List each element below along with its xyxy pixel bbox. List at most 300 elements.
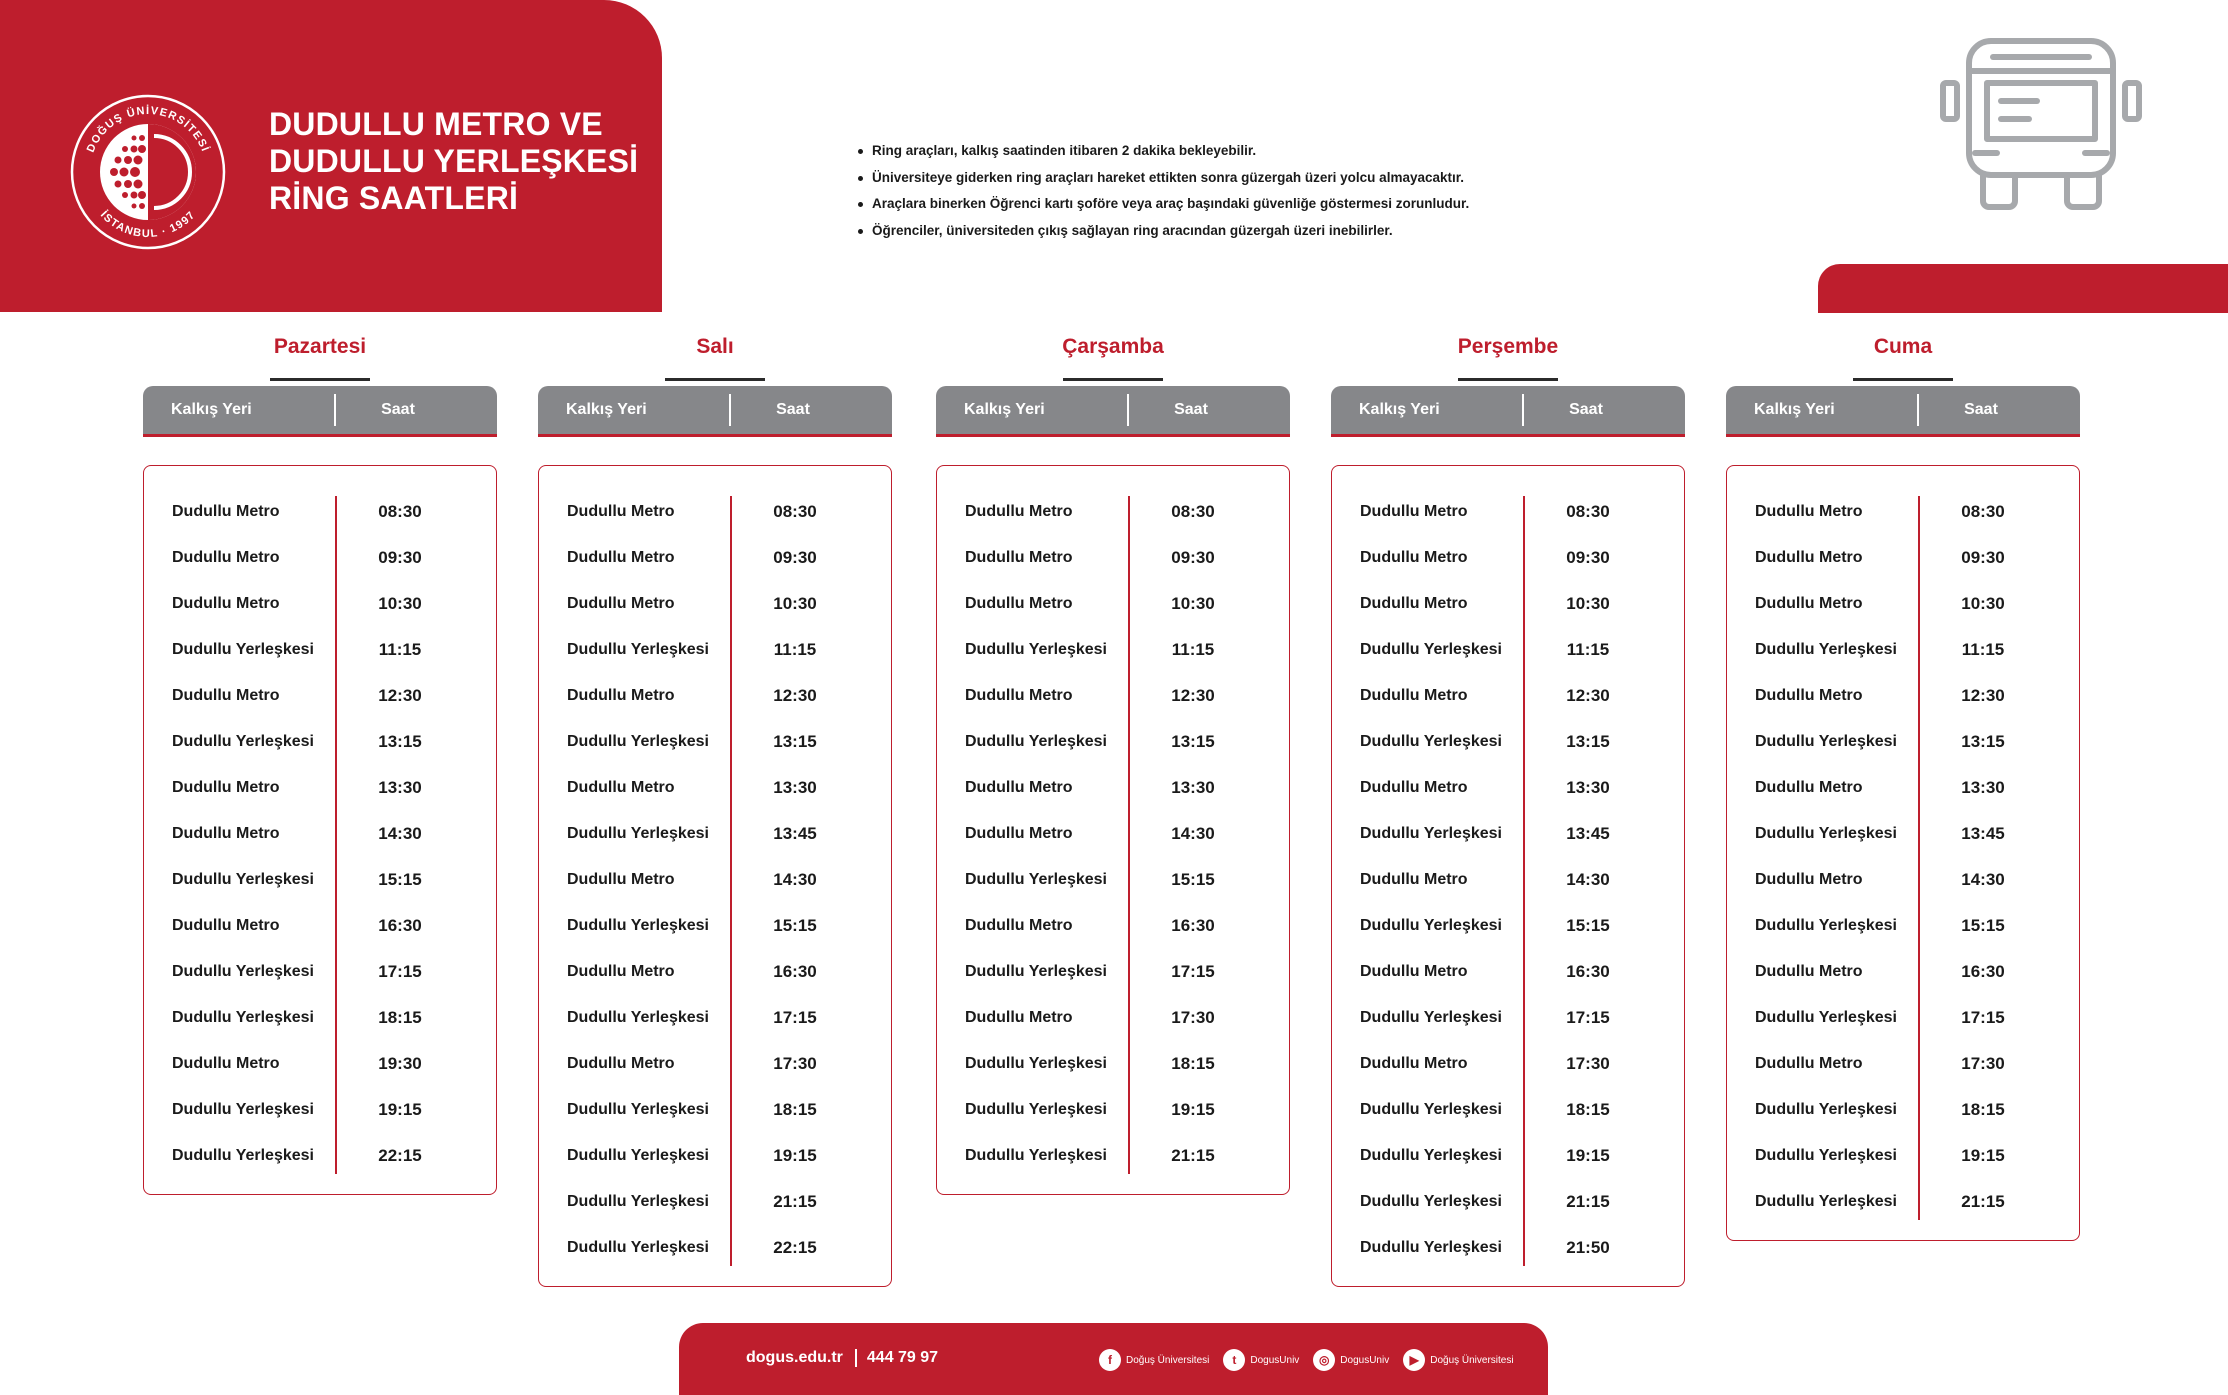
departure-place: Dudullu Yerleşkesi (567, 641, 709, 658)
departure-time: 18:15 (1961, 1100, 2005, 1119)
departure-time: 19:15 (773, 1146, 817, 1165)
departure-place: Dudullu Yerleşkesi (1360, 1009, 1502, 1026)
departure-time: 13:30 (1566, 778, 1610, 797)
table-row (1727, 995, 2079, 1041)
departure-time: 13:30 (773, 778, 817, 797)
table-row (144, 673, 496, 719)
table-row (1332, 581, 1684, 627)
table-row (1727, 949, 2079, 995)
title-line-2: DUDULLU YERLEŞKESİ (269, 143, 639, 179)
table-row (1727, 489, 2079, 535)
day-title: Cuma (1873, 335, 1933, 358)
departure-time: 19:30 (378, 1054, 422, 1073)
departure-time: 21:15 (1171, 1146, 1215, 1165)
table-row (937, 489, 1289, 535)
table-row (144, 765, 496, 811)
column-divider (1128, 496, 1130, 1174)
departure-place: Dudullu Yerleşkesi (567, 1101, 709, 1118)
title-line-3: RİNG SAATLERİ (269, 180, 519, 216)
departure-time: 13:15 (1566, 732, 1610, 751)
table-header (143, 386, 497, 437)
departure-time: 18:15 (773, 1100, 817, 1119)
departure-time: 15:15 (1961, 916, 2005, 935)
departure-place: Dudullu Yerleşkesi (1755, 1147, 1897, 1164)
header-time: Saat (381, 401, 415, 418)
table-row (539, 535, 891, 581)
table-row (144, 995, 496, 1041)
departure-place: Dudullu Yerleşkesi (1755, 1009, 1897, 1026)
table-row (937, 535, 1289, 581)
departure-time: 17:30 (1171, 1008, 1215, 1027)
departure-time: 09:30 (1171, 548, 1215, 567)
departure-place: Dudullu Yerleşkesi (172, 1147, 314, 1164)
table-row (539, 857, 891, 903)
table-row (144, 857, 496, 903)
day-column (143, 330, 497, 1195)
day-title: Perşembe (1457, 335, 1559, 358)
departure-place: Dudullu Yerleşkesi (567, 1009, 709, 1026)
departure-place: Dudullu Metro (965, 1009, 1073, 1026)
departure-place: Dudullu Yerleşkesi (172, 733, 314, 750)
departure-place: Dudullu Yerleşkesi (965, 1147, 1107, 1164)
departure-time: 13:15 (1961, 732, 2005, 751)
table-row (1332, 765, 1684, 811)
departure-place: Dudullu Metro (1755, 779, 1863, 796)
table-row (144, 811, 496, 857)
departure-place: Dudullu Metro (1360, 963, 1468, 980)
departure-time: 17:30 (1961, 1054, 2005, 1073)
note-item: Ring araçları, kalkış saatinden itibaren 2 dakika bekleyebilir. (858, 138, 1469, 165)
departure-time: 13:30 (1171, 778, 1215, 797)
table-row (144, 627, 496, 673)
departure-time: 15:15 (1566, 916, 1610, 935)
departure-time: 08:30 (773, 502, 817, 521)
departure-place: Dudullu Metro (172, 503, 280, 520)
table-row (937, 995, 1289, 1041)
facebook-link[interactable] (1099, 1349, 1209, 1371)
departure-time: 14:30 (378, 824, 422, 843)
table-row (937, 581, 1289, 627)
departure-place: Dudullu Yerleşkesi (172, 963, 314, 980)
table-row (539, 581, 891, 627)
departure-time: 15:15 (773, 916, 817, 935)
table-row (539, 1087, 891, 1133)
departure-time: 12:30 (1961, 686, 2005, 705)
table-row (539, 1133, 891, 1179)
table-row (937, 765, 1289, 811)
table-header (936, 386, 1290, 437)
header-from: Kalkış Yeri (964, 401, 1045, 418)
table-row (1332, 1179, 1684, 1225)
instagram-icon: ◎ (1313, 1349, 1335, 1371)
departure-time: 17:15 (773, 1008, 817, 1027)
table-row (539, 903, 891, 949)
table-row (144, 903, 496, 949)
departure-time: 13:45 (1961, 824, 2005, 843)
decorative-bar (1818, 264, 2228, 313)
table-row (144, 1087, 496, 1133)
departure-time: 19:15 (1566, 1146, 1610, 1165)
departure-place: Dudullu Yerleşkesi (1360, 1239, 1502, 1256)
instagram-label: DogusUniv (1340, 1354, 1390, 1366)
departure-time: 22:15 (773, 1238, 817, 1257)
table-row (1727, 1179, 2079, 1225)
twitter-label: DogusUniv (1250, 1354, 1300, 1366)
departure-time: 18:15 (378, 1008, 422, 1027)
departure-place: Dudullu Yerleşkesi (1360, 1101, 1502, 1118)
departure-time: 13:15 (1171, 732, 1215, 751)
header-banner (0, 0, 662, 312)
table-row (144, 1041, 496, 1087)
departure-place: Dudullu Metro (965, 825, 1073, 842)
departure-time: 16:30 (1961, 962, 2005, 981)
departure-time: 12:30 (1566, 686, 1610, 705)
departure-place: Dudullu Metro (172, 779, 280, 796)
phone-number[interactable]: 444 79 97 (866, 1349, 939, 1367)
departure-place: Dudullu Metro (1755, 1055, 1863, 1072)
departure-place: Dudullu Yerleşkesi (1360, 733, 1502, 750)
column-divider (1523, 496, 1525, 1266)
departure-place: Dudullu Metro (1360, 595, 1468, 612)
youtube-label: Doğuş Üniversitesi (1430, 1354, 1514, 1366)
departure-place: Dudullu Yerleşkesi (1360, 917, 1502, 934)
header-from: Kalkış Yeri (1359, 401, 1440, 418)
table-row (937, 1133, 1289, 1179)
departure-place: Dudullu Metro (172, 687, 280, 704)
departure-place: Dudullu Metro (567, 687, 675, 704)
column-divider (730, 496, 732, 1266)
header-time: Saat (776, 401, 810, 418)
table-row (937, 811, 1289, 857)
departure-place: Dudullu Metro (567, 779, 675, 796)
departure-place: Dudullu Metro (567, 595, 675, 612)
departure-time: 14:30 (773, 870, 817, 889)
table-row (1727, 581, 2079, 627)
title-line-1: DUDULLU METRO VE (269, 106, 603, 142)
footer-bar (679, 1323, 1548, 1395)
departure-time: 14:30 (1961, 870, 2005, 889)
table-body (143, 465, 497, 1195)
table-row (144, 1133, 496, 1179)
table-row (1332, 1041, 1684, 1087)
departure-place: Dudullu Metro (965, 779, 1073, 796)
departure-place: Dudullu Yerleşkesi (965, 871, 1107, 888)
info-notes (858, 138, 1469, 244)
table-row (539, 949, 891, 995)
departure-place: Dudullu Yerleşkesi (172, 1009, 314, 1026)
table-row (539, 719, 891, 765)
departure-time: 12:30 (773, 686, 817, 705)
departure-place: Dudullu Metro (567, 549, 675, 566)
departure-time: 17:30 (773, 1054, 817, 1073)
departure-time: 17:15 (1566, 1008, 1610, 1027)
table-row (1727, 857, 2079, 903)
table-row (1332, 627, 1684, 673)
departure-place: Dudullu Yerleşkesi (567, 733, 709, 750)
table-row (1332, 535, 1684, 581)
departure-place: Dudullu Metro (965, 503, 1073, 520)
table-row (1727, 1133, 2079, 1179)
departure-time: 13:15 (378, 732, 422, 751)
departure-time: 08:30 (1961, 502, 2005, 521)
departure-time: 14:30 (1171, 824, 1215, 843)
table-row (1727, 627, 2079, 673)
departure-place: Dudullu Yerleşkesi (567, 825, 709, 842)
departure-time: 17:15 (1171, 962, 1215, 981)
table-body (1726, 465, 2080, 1241)
table-row (937, 1087, 1289, 1133)
day-column (936, 330, 1290, 1195)
departure-time: 13:30 (378, 778, 422, 797)
departure-place: Dudullu Yerleşkesi (567, 917, 709, 934)
departure-place: Dudullu Metro (965, 595, 1073, 612)
departure-place: Dudullu Metro (1360, 503, 1468, 520)
departure-place: Dudullu Metro (1360, 549, 1468, 566)
table-row (539, 627, 891, 673)
departure-place: Dudullu Metro (1755, 871, 1863, 888)
table-body (936, 465, 1290, 1195)
university-logo (70, 94, 226, 250)
departure-place: Dudullu Metro (1360, 687, 1468, 704)
departure-place: Dudullu Yerleşkesi (1360, 641, 1502, 658)
departure-time: 10:30 (1566, 594, 1610, 613)
note-item: Öğrenciler, üniversiteden çıkış sağlayan ring aracından güzergah üzeri inebilirler. (858, 218, 1469, 245)
table-row (1332, 903, 1684, 949)
header-time: Saat (1174, 401, 1208, 418)
departure-time: 10:30 (773, 594, 817, 613)
departure-place: Dudullu Metro (172, 549, 280, 566)
departure-time: 13:15 (773, 732, 817, 751)
departure-place: Dudullu Metro (1360, 779, 1468, 796)
departure-place: Dudullu Metro (172, 1055, 280, 1072)
departure-time: 11:15 (773, 640, 817, 659)
departure-time: 21:15 (1566, 1192, 1610, 1211)
table-row (539, 489, 891, 535)
departure-time: 16:30 (773, 962, 817, 981)
table-row (1727, 811, 2079, 857)
departure-place: Dudullu Yerleşkesi (1755, 917, 1897, 934)
departure-place: Dudullu Yerleşkesi (965, 641, 1107, 658)
departure-place: Dudullu Yerleşkesi (1755, 733, 1897, 750)
youtube-link[interactable] (1403, 1349, 1513, 1371)
table-row (144, 489, 496, 535)
departure-time: 17:30 (1566, 1054, 1610, 1073)
departure-place: Dudullu Yerleşkesi (1360, 1147, 1502, 1164)
table-header (538, 386, 892, 437)
header-from: Kalkış Yeri (566, 401, 647, 418)
table-row (1727, 765, 2079, 811)
table-row (1727, 903, 2079, 949)
departure-time: 12:30 (1171, 686, 1215, 705)
departure-time: 09:30 (1566, 548, 1610, 567)
table-row (539, 811, 891, 857)
departure-time: 16:30 (1566, 962, 1610, 981)
departure-time: 11:15 (1566, 640, 1610, 659)
table-row (144, 719, 496, 765)
table-row (1727, 1041, 2079, 1087)
day-title: Pazartesi (273, 335, 367, 358)
table-row (1332, 949, 1684, 995)
departure-place: Dudullu Yerleşkesi (1755, 825, 1897, 842)
departure-time: 09:30 (1961, 548, 2005, 567)
table-row (144, 949, 496, 995)
table-header (1331, 386, 1685, 437)
table-row (1727, 535, 2079, 581)
departure-time: 08:30 (378, 502, 422, 521)
departure-place: Dudullu Metro (1755, 595, 1863, 612)
youtube-icon: ▶ (1403, 1349, 1425, 1371)
table-row (937, 1041, 1289, 1087)
departure-place: Dudullu Yerleşkesi (172, 1101, 314, 1118)
departure-place: Dudullu Metro (567, 871, 675, 888)
facebook-icon: f (1099, 1349, 1121, 1371)
table-row (1332, 995, 1684, 1041)
table-row (539, 1225, 891, 1271)
departure-place: Dudullu Yerleşkesi (567, 1239, 709, 1256)
departure-place: Dudullu Metro (1360, 871, 1468, 888)
column-divider (335, 496, 337, 1174)
day-underline (270, 378, 370, 381)
table-row (1727, 673, 2079, 719)
departure-time: 09:30 (773, 548, 817, 567)
departure-time: 11:15 (378, 640, 422, 659)
departure-time: 17:15 (378, 962, 422, 981)
table-row (937, 627, 1289, 673)
departure-place: Dudullu Yerleşkesi (1755, 1101, 1897, 1118)
departure-time: 19:15 (1171, 1100, 1215, 1119)
table-row (1332, 1225, 1684, 1271)
departure-time: 10:30 (1961, 594, 2005, 613)
table-row (1332, 489, 1684, 535)
departure-time: 21:50 (1566, 1238, 1610, 1257)
day-underline (665, 378, 765, 381)
header-from: Kalkış Yeri (171, 401, 252, 418)
table-body (538, 465, 892, 1287)
table-row (937, 903, 1289, 949)
header-from: Kalkış Yeri (1754, 401, 1835, 418)
departure-place: Dudullu Yerleşkesi (172, 641, 314, 658)
table-row (1332, 1087, 1684, 1133)
note-item: Araçlara binerken Öğrenci kartı şoföre veya araç başındaki güvenliğe göstermesi zorunludur. (858, 191, 1469, 218)
departure-time: 15:15 (378, 870, 422, 889)
header-time: Saat (1964, 401, 1998, 418)
table-row (1332, 1133, 1684, 1179)
day-column (1331, 330, 1685, 1287)
departure-time: 19:15 (1961, 1146, 2005, 1165)
table-row (1727, 719, 2079, 765)
column-divider (1918, 496, 1920, 1220)
bus-icon (1937, 37, 2145, 217)
departure-time: 10:30 (378, 594, 422, 613)
departure-time: 14:30 (1566, 870, 1610, 889)
day-title: Salı (696, 335, 734, 358)
departure-time: 11:15 (1961, 640, 2005, 659)
departure-place: Dudullu Yerleşkesi (567, 1193, 709, 1210)
departure-place: Dudullu Metro (1755, 503, 1863, 520)
departure-place: Dudullu Metro (172, 917, 280, 934)
table-row (1727, 1087, 2079, 1133)
departure-time: 21:15 (773, 1192, 817, 1211)
departure-place: Dudullu Metro (965, 549, 1073, 566)
twitter-link[interactable] (1223, 1349, 1299, 1371)
departure-place: Dudullu Metro (1755, 963, 1863, 980)
departure-time: 13:45 (1566, 824, 1610, 843)
departure-place: Dudullu Yerleşkesi (1755, 1193, 1897, 1210)
table-row (539, 995, 891, 1041)
departure-time: 21:15 (1961, 1192, 2005, 1211)
note-item: Üniversiteye giderken ring araçları hareket ettikten sonra güzergah üzeri yolcu almayacaktır. (858, 165, 1469, 192)
departure-time: 16:30 (1171, 916, 1215, 935)
departure-place: Dudullu Yerleşkesi (965, 733, 1107, 750)
day-title: Çarşamba (1062, 335, 1164, 358)
facebook-label: Doğuş Üniversitesi (1126, 1354, 1210, 1366)
departure-place: Dudullu Metro (1755, 549, 1863, 566)
departure-time: 16:30 (378, 916, 422, 935)
table-row (937, 673, 1289, 719)
instagram-link[interactable] (1313, 1349, 1389, 1371)
departure-time: 18:15 (1566, 1100, 1610, 1119)
departure-place: Dudullu Yerleşkesi (1360, 1193, 1502, 1210)
table-row (144, 535, 496, 581)
separator (855, 1349, 857, 1367)
departure-place: Dudullu Metro (172, 595, 280, 612)
departure-place: Dudullu Metro (172, 825, 280, 842)
departure-time: 18:15 (1171, 1054, 1215, 1073)
website-link[interactable]: dogus.edu.tr (746, 1349, 843, 1367)
table-row (1332, 811, 1684, 857)
contact-info (746, 1349, 938, 1367)
table-body (1331, 465, 1685, 1287)
departure-place: Dudullu Yerleşkesi (965, 1055, 1107, 1072)
table-row (539, 765, 891, 811)
table-row (539, 1041, 891, 1087)
departure-place: Dudullu Metro (1360, 1055, 1468, 1072)
social-links (1099, 1349, 1528, 1371)
departure-place: Dudullu Metro (965, 687, 1073, 704)
table-row (937, 719, 1289, 765)
departure-place: Dudullu Yerleşkesi (1360, 825, 1502, 842)
table-row (1332, 673, 1684, 719)
table-row (937, 949, 1289, 995)
day-underline (1853, 378, 1953, 381)
departure-place: Dudullu Metro (567, 963, 675, 980)
departure-time: 17:15 (1961, 1008, 2005, 1027)
departure-time: 08:30 (1566, 502, 1610, 521)
departure-place: Dudullu Metro (567, 503, 675, 520)
departure-place: Dudullu Yerleşkesi (567, 1147, 709, 1164)
departure-time: 22:15 (378, 1146, 422, 1165)
departure-time: 15:15 (1171, 870, 1215, 889)
day-column (1726, 330, 2080, 1241)
table-row (539, 673, 891, 719)
table-header (1726, 386, 2080, 437)
table-row (937, 857, 1289, 903)
table-row (539, 1179, 891, 1225)
departure-place: Dudullu Metro (567, 1055, 675, 1072)
departure-time: 08:30 (1171, 502, 1215, 521)
departure-time: 09:30 (378, 548, 422, 567)
svg-text:İSTANBUL · 1997: İSTANBUL · 1997 (97, 208, 199, 241)
departure-time: 10:30 (1171, 594, 1215, 613)
table-row (1332, 857, 1684, 903)
header-time: Saat (1569, 401, 1603, 418)
day-column (538, 330, 892, 1287)
departure-time: 13:45 (773, 824, 817, 843)
departure-time: 11:15 (1171, 640, 1215, 659)
departure-place: Dudullu Yerleşkesi (965, 1101, 1107, 1118)
departure-time: 13:30 (1961, 778, 2005, 797)
departure-place: Dudullu Metro (1755, 687, 1863, 704)
